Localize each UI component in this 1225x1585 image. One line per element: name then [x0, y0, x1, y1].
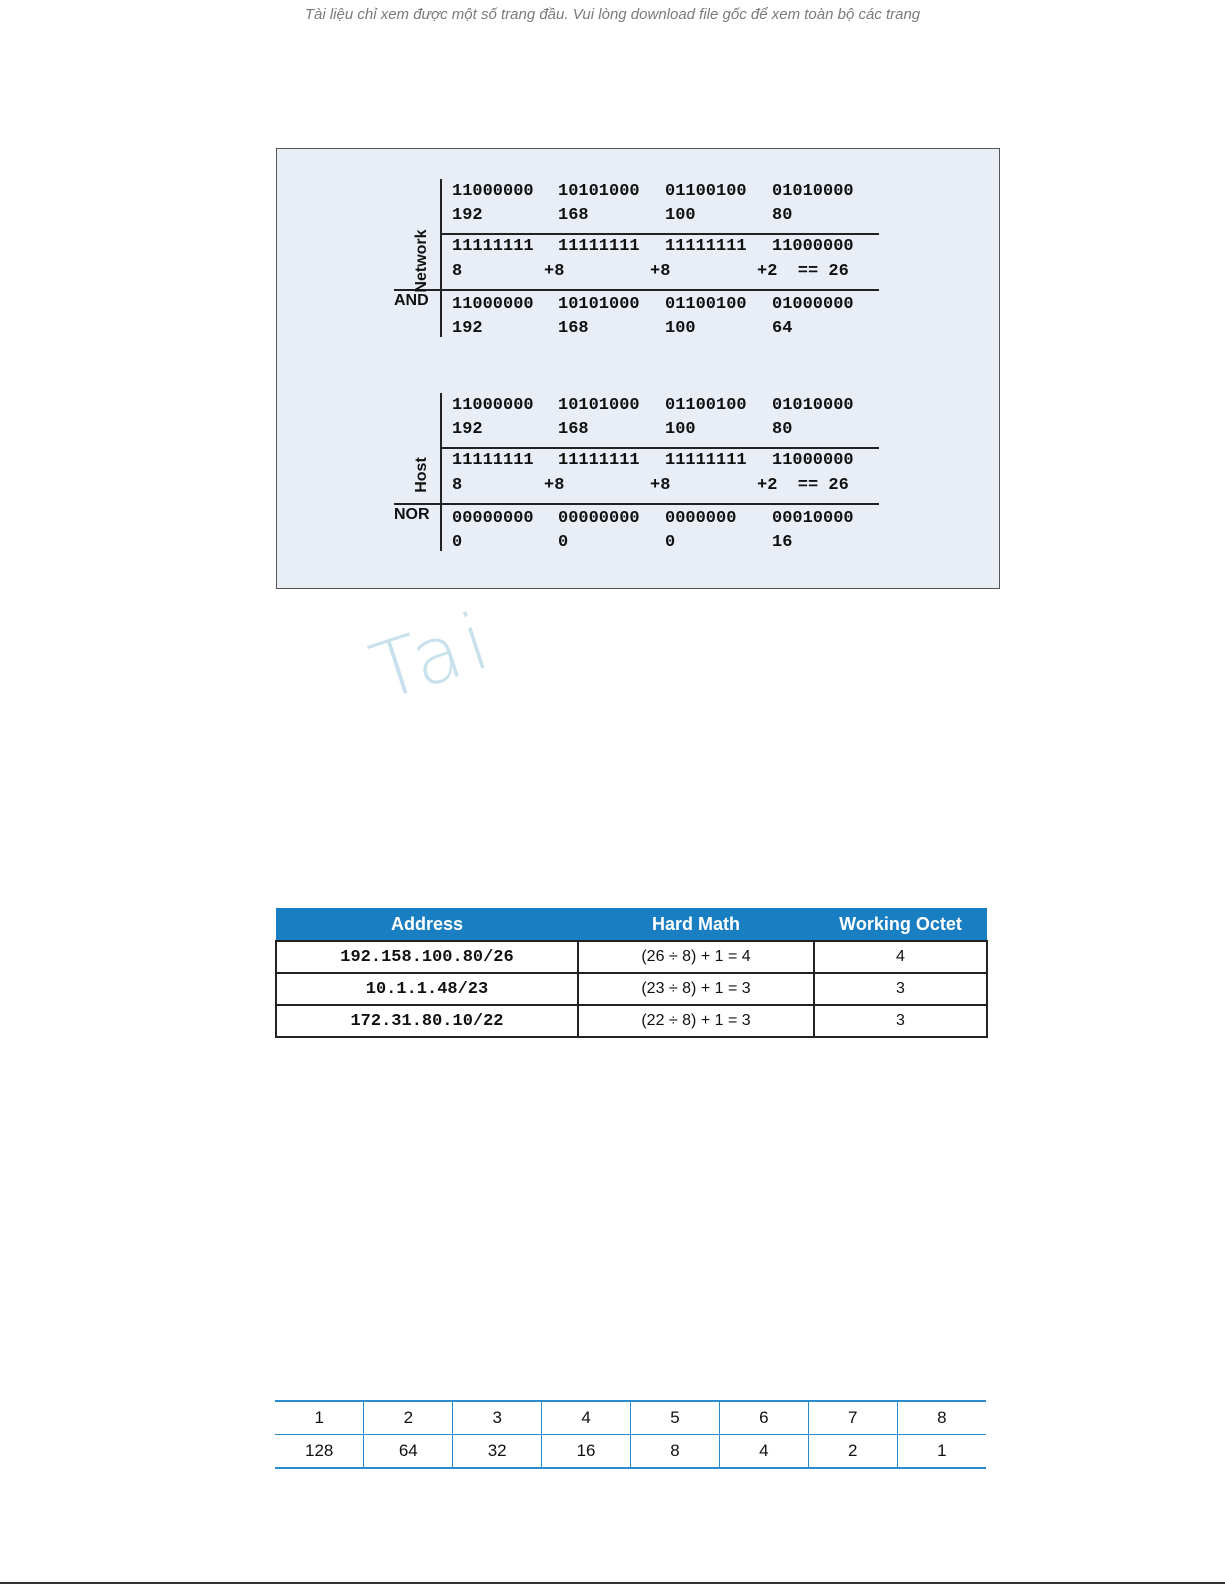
horizontal-rule [440, 447, 879, 449]
bit-value-table [275, 1400, 986, 1469]
cell: 64 [772, 319, 793, 338]
cell: 11000000 [452, 295, 534, 314]
cell: 11111111 [558, 451, 640, 470]
table-cell: 8 [897, 1401, 986, 1435]
preview-banner: Tài liệu chỉ xem được một số trang đầu. Vui lòng download file gốc để xem toàn bộ các trang [304, 6, 921, 23]
octet-cell: 3 [814, 973, 987, 1005]
bit-value-row [275, 1435, 986, 1469]
address-cell: 192.158.100.80/26 [276, 941, 578, 973]
vertical-rule [440, 179, 442, 337]
table-header-row [276, 908, 987, 941]
cell: 192 [452, 319, 483, 338]
table-cell: 2 [364, 1401, 453, 1435]
cell: 11000000 [452, 396, 534, 415]
cell: 16 [772, 533, 793, 552]
vertical-rule [440, 393, 442, 551]
cell: 100 [665, 206, 696, 225]
cell: 0 [452, 533, 463, 552]
cell: 10101000 [558, 182, 640, 201]
table-cell: 4 [719, 1435, 808, 1469]
table-cell: 4 [542, 1401, 631, 1435]
table-cell: 8 [631, 1435, 720, 1469]
cell: +8 [544, 476, 565, 495]
operator-rule [394, 289, 879, 291]
and-label: AND [394, 292, 429, 309]
cell: 10101000 [558, 396, 640, 415]
cell: 11111111 [558, 237, 640, 256]
cell: 01010000 [772, 182, 854, 201]
host-group [394, 393, 879, 551]
table-cell: 1 [275, 1401, 364, 1435]
cell: 11000000 [452, 182, 534, 201]
table-cell: 3 [453, 1401, 542, 1435]
table-cell: 6 [719, 1401, 808, 1435]
horizontal-rule [440, 233, 879, 235]
table-cell: 32 [453, 1435, 542, 1469]
cell: 11111111 [665, 451, 747, 470]
cell: 01100100 [665, 182, 747, 201]
cell: 01010000 [772, 396, 854, 415]
table-row [276, 941, 987, 973]
cell: 01100100 [665, 396, 747, 415]
cell: 11111111 [452, 451, 534, 470]
network-group [394, 179, 879, 337]
octet-cell: 3 [814, 1005, 987, 1037]
network-label: Network [413, 229, 430, 293]
watermark-logo: Tai [361, 595, 506, 719]
table-cell: 2 [808, 1435, 897, 1469]
cell: 192 [452, 206, 483, 225]
cell: 8 [452, 262, 463, 281]
cell: 10101000 [558, 295, 640, 314]
host-label: Host [413, 457, 430, 493]
cell: 01000000 [772, 295, 854, 314]
table-row [276, 1005, 987, 1037]
cell: 0 [558, 533, 569, 552]
column-header: Hard Math [578, 908, 814, 941]
cell: 11000000 [772, 237, 854, 256]
working-octet-table [275, 908, 988, 1038]
table-cell: 5 [631, 1401, 720, 1435]
cell: +8 [544, 262, 565, 281]
cell: +8 [650, 476, 671, 495]
cell: 01100100 [665, 295, 747, 314]
math-cell: (26 ÷ 8) + 1 = 4 [578, 941, 814, 973]
cell: 00010000 [772, 509, 854, 528]
cell: 11000000 [772, 451, 854, 470]
cell: 0000000 [665, 509, 737, 528]
cell: 00000000 [452, 509, 534, 528]
cell: +8 [650, 262, 671, 281]
math-cell: (23 ÷ 8) + 1 = 3 [578, 973, 814, 1005]
bit-position-row [275, 1401, 986, 1435]
table-cell: 7 [808, 1401, 897, 1435]
nor-label: NOR [394, 506, 430, 523]
table-cell: 128 [275, 1435, 364, 1469]
cell: 8 [452, 476, 463, 495]
cell: 80 [772, 420, 793, 439]
cell: 168 [558, 206, 589, 225]
address-cell: 172.31.80.10/22 [276, 1005, 578, 1037]
table-row [276, 973, 987, 1005]
cell: 168 [558, 319, 589, 338]
column-header: Address [276, 908, 578, 941]
cell: 100 [665, 319, 696, 338]
cell: 168 [558, 420, 589, 439]
bitwise-figure [276, 148, 1000, 589]
table-cell: 64 [364, 1435, 453, 1469]
page-bottom-rule [0, 1582, 1225, 1584]
cell: 100 [665, 420, 696, 439]
cell: 80 [772, 206, 793, 225]
cell: 00000000 [558, 509, 640, 528]
math-cell: (22 ÷ 8) + 1 = 3 [578, 1005, 814, 1037]
column-header: Working Octet [814, 908, 987, 941]
cell: 11111111 [452, 237, 534, 256]
table-cell: 1 [897, 1435, 986, 1469]
cell: 192 [452, 420, 483, 439]
operator-rule [394, 503, 879, 505]
address-cell: 10.1.1.48/23 [276, 973, 578, 1005]
cell: +2 == 26 [757, 262, 849, 281]
cell: 11111111 [665, 237, 747, 256]
cell: 0 [665, 533, 676, 552]
cell: +2 == 26 [757, 476, 849, 495]
table-cell: 16 [542, 1435, 631, 1469]
octet-cell: 4 [814, 941, 987, 973]
